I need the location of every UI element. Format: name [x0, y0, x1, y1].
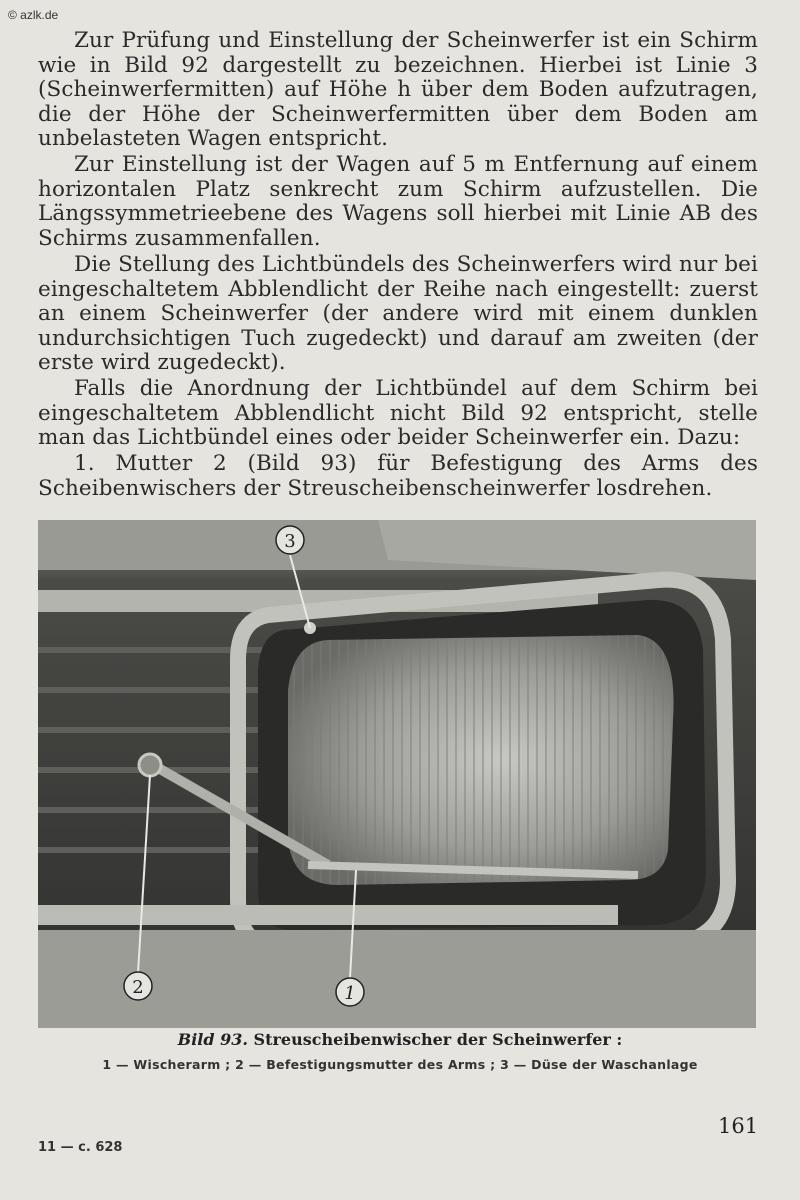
- figure-caption-label: Bild 93.: [177, 1030, 248, 1049]
- paragraph-3: Die Stellung des Lichtbündels des Scheinwerfers wird nur bei eingeschaltetem Abblendlicht der Reihe nach eingestellt: zuerst an einem Scheinwerfer (der andere wird mit einem dunklen undurchsichtigen Tuch zugedeckt) und darauf am zweiten (der erste wird zugedeckt).: [38, 252, 758, 375]
- figure-legend: 1 — Wischerarm ; 2 — Befestigungsmutter des Arms ; 3 — Düse der Waschanlage: [102, 1057, 698, 1072]
- callout-2: [124, 972, 152, 1000]
- paragraph-5: 1. Mutter 2 (Bild 93) für Befestigung des Arms des Scheibenwischers der Streuscheibenscheinwerfer losdrehen.: [38, 451, 758, 501]
- paragraph-4: Falls die Anordnung der Lichtbündel auf dem Schirm bei eingeschaltetem Abblendlicht nicht Bild 92 entspricht, stelle man das Lichtbündel eines oder beider Scheinwerfer ein. Dazu:: [38, 376, 758, 450]
- svg-text:2: 2: [132, 977, 144, 998]
- paragraph-2: Zur Einstellung ist der Wagen auf 5 m Entfernung auf einem horizontalen Platz senkrecht zum Schirm aufzustellen. Die Längssymmetrieebene des Wagens soll hierbei mit Linie AB des Schirms zusammenfallen.: [38, 152, 758, 251]
- printer-signature: 11 — c. 628: [38, 1140, 123, 1155]
- headlight-illustration: [38, 520, 756, 1028]
- headlight-photo: [38, 520, 756, 1028]
- paragraph-1: Zur Prüfung und Einstellung der Scheinwerfer ist ein Schirm wie in Bild 92 dargestellt zu bezeichnen. Hierbei ist Linie 3 (Scheinwerfermitten) auf Höhe h über dem Boden aufzutragen, die der Höhe der Scheinwerfermitten über dem Boden am unbelasteten Wagen entspricht.: [38, 28, 758, 151]
- figure-caption-title: Streuscheibenwischer der Scheinwerfer :: [253, 1030, 623, 1049]
- figure-caption: [0, 1030, 800, 1049]
- callout-1: [336, 978, 364, 1006]
- svg-text:3: 3: [284, 531, 296, 552]
- svg-text:1: 1: [344, 983, 356, 1004]
- page-number: 161: [718, 1114, 759, 1138]
- watermark: © azlk.de: [8, 8, 59, 22]
- callout-3: [276, 526, 304, 554]
